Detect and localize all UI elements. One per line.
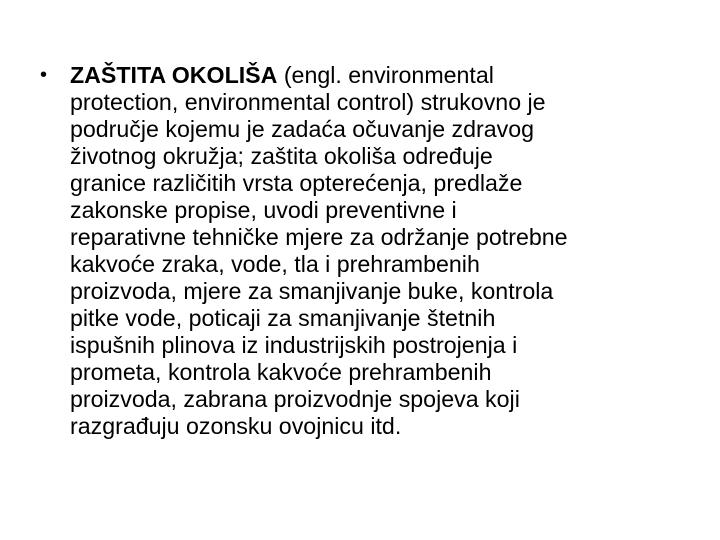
bullet-text-line: kakvoće zraka, vode, tla i prehrambenih: [70, 251, 480, 277]
bullet-text-line: zakonske propise, uvodi preventivne i: [70, 197, 457, 223]
bullet-text-line: protection, environmental control) strukovno je: [70, 89, 546, 115]
bullet-text-line: područje kojemu je zadaća očuvanje zdravog: [70, 116, 535, 142]
bullet-list: [36, 62, 696, 440]
bullet-text-line: prometa, kontrola kakvoće prehrambenih: [70, 359, 492, 385]
bullet-line-1: [70, 62, 696, 89]
bullet-text-line: reparativne tehničke mjere za održanje potrebne: [70, 224, 568, 250]
bullet-item: [36, 62, 696, 440]
bullet-text-line: granice različitih vrsta opterećenja, predlaže: [70, 170, 523, 196]
bullet-text-line: pitke vode, poticaji za smanjivanje štetnih: [70, 305, 496, 331]
bullet-text-line: (engl. environmental: [277, 62, 494, 88]
bullet-text-line: proizvoda, zabrana proizvodnje spojeva koji: [70, 386, 520, 412]
bullet-text-line: životnog okružja; zaštita okoliša određuje: [70, 143, 493, 169]
bullet-term: ZAŠTITA OKOLIŠA: [70, 62, 278, 88]
bullet-marker: •: [40, 64, 48, 86]
bullet-text-line: ispušnih plinova iz industrijskih postrojenja i: [70, 332, 518, 358]
bullet-text-line: razgrađuju ozonsku ovojnicu itd.: [70, 413, 402, 439]
bullet-text-line: proizvoda, mjere za smanjivanje buke, kontrola: [70, 278, 554, 304]
